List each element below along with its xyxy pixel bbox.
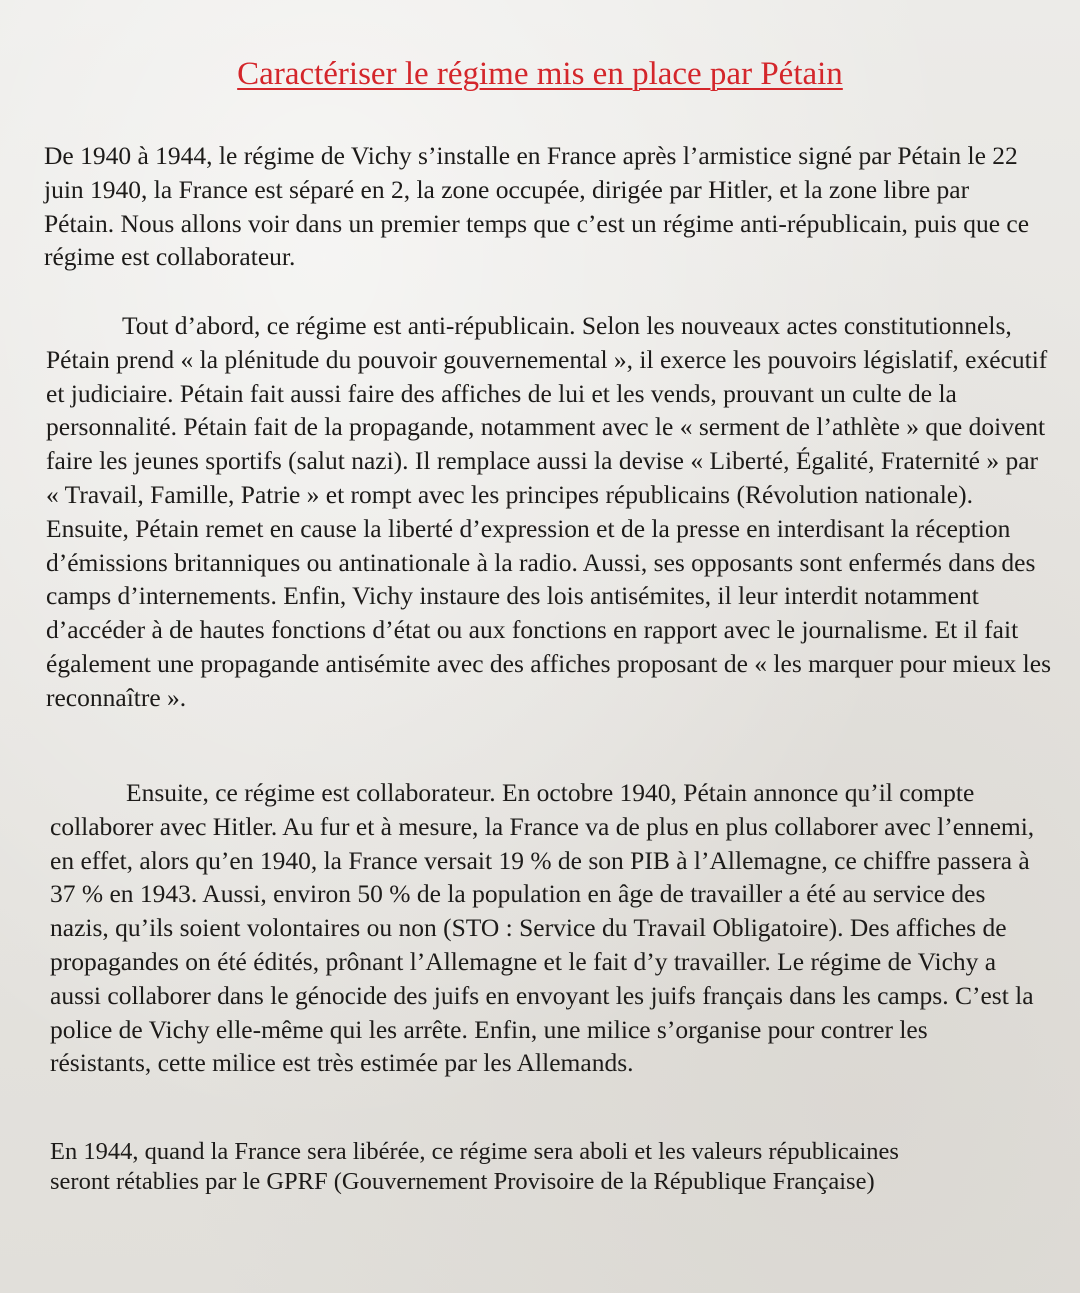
- paragraph-anti-republicain: [46, 309, 1056, 715]
- paragraph-anti-republicain-text: Tout d’abord, ce régime est anti-républicain. Selon les nouveaux actes constitutionnels, Pétain prend « la plénitude du pouvoir gouvernemental », il exerce les pouvoirs législatif, exécutif et judiciaire. Pétain fait aussi faire des affiches de lui et les vends, prouvant un culte de la personnalité. Pétain fait de la propagande, notamment avec le « serment de l’athlète » que doivent faire les jeunes sportifs (salut nazi). Il remplace aussi la devise « Liberté, Égalité, Fraternité » par « Travail, Famille, Patrie » et rompt avec les principes républicains (Révolution nationale). Ensuite, Pétain remet en cause la liberté d’expression et de la presse en interdisant la réception d’émissions britanniques ou antinationale à la radio. Aussi, ses opposants sont enfermés dans des camps d’internements. Enfin, Vichy instaure des lois antisémites, il leur interdit notamment d’accéder à de hautes fonctions d’état ou aux fonctions en rapport avec le journalisme. Et il fait également une propagande antisémite avec des affiches proposant de « les marquer pour mieux les reconnaître ».: [46, 311, 1051, 712]
- paragraph-conclusion: En 1944, quand la France sera libérée, ce régime sera aboli et les valeurs républicaines seront rétablies par le GPRF (Gouvernement Provisoire de la République Française): [50, 1138, 899, 1195]
- paragraph-collaborateur-text: Ensuite, ce régime est collaborateur. En octobre 1940, Pétain annonce qu’il compte collaborer avec Hitler. Au fur et à mesure, la France va de plus en plus collaborer avec l’ennemi, en effet, alors qu’en 1940, la France versait 19 % de son PIB à l’Allemagne, ce chiffre passera à 37 % en 1943. Aussi, environ 50 % de la population en âge de travailler a été au service des nazis, qu’ils soient volontaires ou non (STO : Service du Travail Obligatoire). Des affiches de propagandes on été édités, prônant l’Allemagne et le fait d’y travailler. Le régime de Vichy a aussi collaborer dans le génocide des juifs en envoyant les juifs français dans les camps. C’est la police de Vichy elle-même qui les arrête. Enfin, une milice s’organise pour contrer les résistants, cette milice est très estimée par les Allemands.: [50, 778, 1035, 1078]
- page-title: Caractériser le régime mis en place par Pétain: [237, 56, 843, 92]
- paragraph-introduction: De 1940 à 1944, le régime de Vichy s’installe en France après l’armistice signé par Pétain le 22 juin 1940, la France est séparé en 2, la zone occupée, dirigée par Hitler, et la zone libre par Pétain. Nous allons voir dans un premier temps que c’est un régime anti-républicain, puis que ce régime est collaborateur.: [44, 141, 1030, 272]
- paragraph-collaborateur: [50, 776, 1035, 1080]
